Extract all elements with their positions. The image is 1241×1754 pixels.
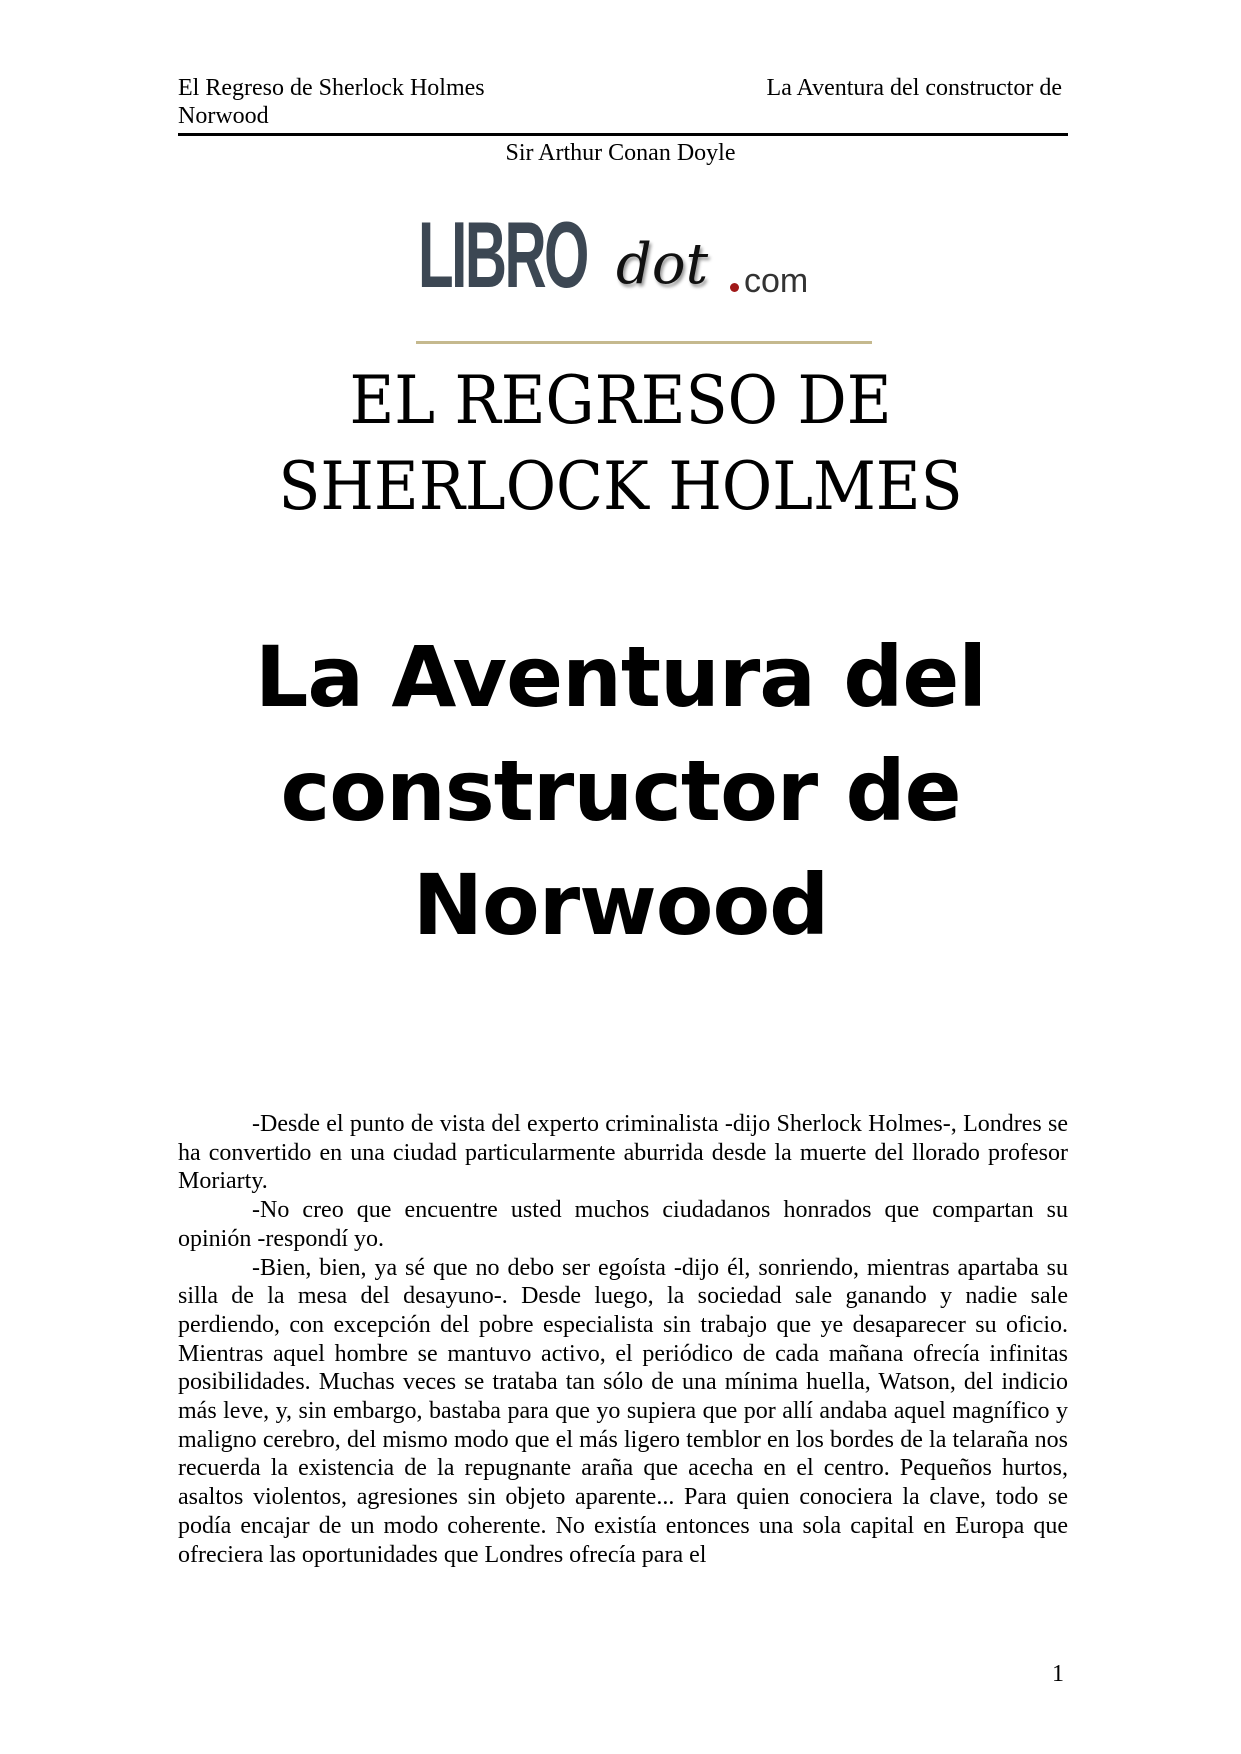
logo-libro-text: LIBRO — [418, 202, 587, 307]
header-book-title: El Regreso de Sherlock Holmes — [178, 75, 485, 101]
body-text — [178, 1110, 1068, 1569]
story-title — [0, 620, 1241, 962]
book-title-line-1: EL REGRESO DE — [349, 362, 892, 439]
page-number: 1 — [1052, 1661, 1064, 1687]
paragraph: -Desde el punto de vista del experto criminalista -dijo Sherlock Holmes-, Londres se ha convertido en una ciudad particularmente aburrida desde la muerte del llorado profesor Moriarty. — [178, 1111, 1068, 1195]
book-title-line-2: SHERLOCK HOLMES — [278, 448, 963, 525]
logo-com-text: com — [744, 262, 809, 300]
header-divider — [178, 133, 1068, 136]
author-name: Sir Arthur Conan Doyle — [505, 140, 736, 166]
story-title-line-3: Norwood — [412, 856, 829, 954]
story-title-line-1: La Aventura del — [254, 628, 987, 726]
story-title-line-2: constructor de — [280, 742, 961, 840]
logo-dot-text: dot — [616, 232, 709, 297]
header-story-title-continued: Norwood — [178, 103, 269, 129]
paragraph: -No creo que encuentre usted muchos ciudadanos honrados que compartan su opinión -respondí yo. — [178, 1197, 1068, 1252]
book-title — [43, 358, 1197, 530]
logo-underline — [416, 341, 872, 344]
logo-red-dot-icon — [730, 283, 739, 292]
header-story-title: La Aventura del constructor de — [766, 75, 1062, 101]
paragraph: -Bien, bien, ya sé que no debo ser egoísta -dijo él, sonriendo, mientras apartaba su silla de la mesa del desayuno-. Desde luego, la sociedad sale ganando y nadie sale perdiendo, con excepción del pobre especialista sin trabajo que ye desaparecer su oficio. Mientras aquel hombre se mantuvo activo, el periódico de cada mañana ofrecía infinitas posibilidades. Muchas veces se trataba tan sólo de una mínima huella, Watson, del indicio más leve, y, sin embargo, bastaba para que yo supiera que por allí andaba aquel magnífico y maligno cerebro, del mismo modo que el más ligero temblor en los bordes de la telaraña nos recuerda la existencia de la repugnante araña que acecha en el centro. Pequeños hurtos, asaltos violentos, agresiones sin objeto aparente... Para quien conociera la clave, todo se podía encajar de un modo coherente. No existía entonces una sola capital en Europa que ofreciera las oportunidades que Londres ofrecía para el — [178, 1254, 1068, 1568]
librodot-logo — [416, 202, 876, 345]
